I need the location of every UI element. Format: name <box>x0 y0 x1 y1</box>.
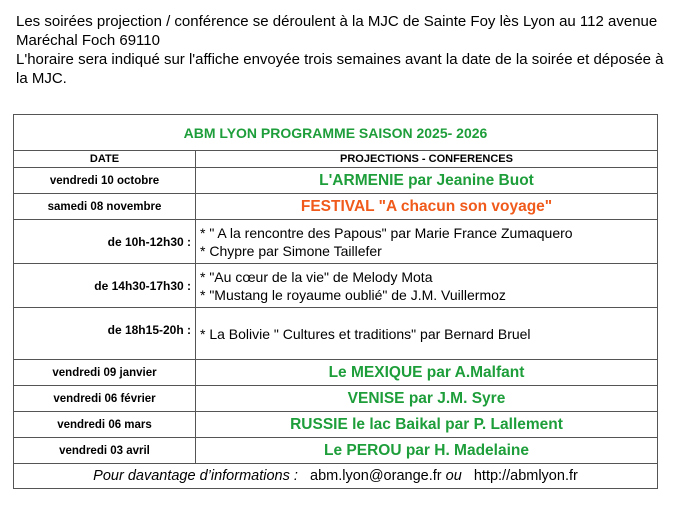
table-header <box>14 151 658 168</box>
footer-row <box>14 464 658 489</box>
row-sessions <box>196 220 658 264</box>
row-time-slot: de 18h15-20h : <box>14 308 196 360</box>
intro-schedule: L'horaire sera indiqué sur l'affiche envoyée trois semaines avant la date de la soirée et déposée à la MJC. <box>16 51 664 87</box>
column-header-events: PROJECTIONS - CONFERENCES <box>196 151 658 168</box>
session-line: * La Bolivie " Cultures et traditions" par Bernard Bruel <box>200 325 531 342</box>
row-event: Le PEROU par H. Madelaine <box>196 438 658 464</box>
table-row <box>14 360 658 386</box>
row-date: samedi 08 novembre <box>14 194 196 220</box>
row-sessions <box>196 308 658 360</box>
row-sessions <box>196 264 658 308</box>
row-date: vendredi 03 avril <box>14 438 196 464</box>
row-event-festival: FESTIVAL "A chacun son voyage" <box>196 194 658 220</box>
session-line: * " A la rencontre des Papous" par Marie France Zumaquero <box>200 224 573 241</box>
programme-title: ABM LYON PROGRAMME SAISON 2025- 2026 <box>14 115 658 151</box>
session-line: * "Au cœur de la vie" de Melody Mota <box>200 268 433 285</box>
intro-text <box>16 12 676 88</box>
table-row <box>14 194 658 220</box>
table-row <box>14 386 658 412</box>
row-date: vendredi 10 octobre <box>14 168 196 194</box>
footer-or: ou <box>445 468 462 484</box>
row-time-slot: de 14h30-17h30 : <box>14 264 196 308</box>
session-line: * "Mustang le royaume oublié" de J.M. Vuillermoz <box>200 286 506 303</box>
footer-label: Pour davantage d’informations : <box>93 468 298 484</box>
table-row <box>14 308 658 360</box>
row-event: Le MEXIQUE par A.Malfant <box>196 360 658 386</box>
row-date: vendredi 09 janvier <box>14 360 196 386</box>
row-time-slot: de 10h-12h30 : <box>14 220 196 264</box>
intro-venue: Les soirées projection / conférence se déroulent à la MJC de Sainte Foy lès Lyon au 112 avenue Maréchal Foch 69110 <box>16 13 658 49</box>
row-event: RUSSIE le lac Baikal par P. Lallement <box>196 412 658 438</box>
programme-title-row <box>14 115 658 151</box>
contact-email[interactable]: abm.lyon@orange.fr <box>310 468 442 484</box>
row-event: L'ARMENIE par Jeanine Buot <box>196 168 658 194</box>
column-header-date: DATE <box>14 151 196 168</box>
row-date: vendredi 06 mars <box>14 412 196 438</box>
table-row <box>14 168 658 194</box>
session-line: * Chypre par Simone Taillefer <box>200 242 382 259</box>
website-link[interactable]: http://abmlyon.fr <box>473 468 578 484</box>
footer-info <box>14 464 658 489</box>
table-row <box>14 438 658 464</box>
row-event: VENISE par J.M. Syre <box>196 386 658 412</box>
table-row <box>14 264 658 308</box>
table-row <box>14 220 658 264</box>
table-row <box>14 412 658 438</box>
programme-table <box>13 114 658 489</box>
row-date: vendredi 06 février <box>14 386 196 412</box>
